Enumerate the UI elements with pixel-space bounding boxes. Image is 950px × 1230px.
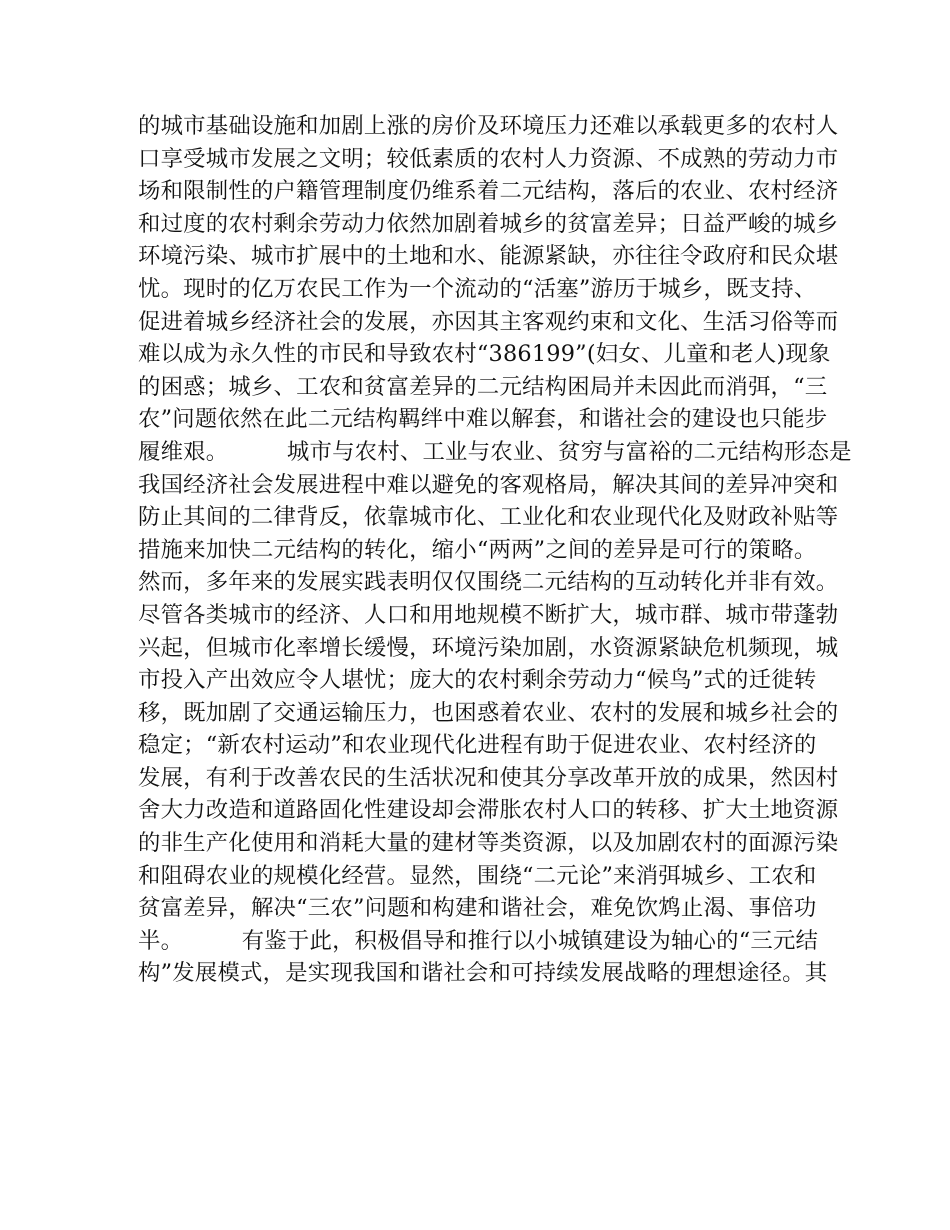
text-line: 场和限制性的户籍管理制度仍维系着二元结构，落后的农业、农村经济 (138, 178, 839, 205)
text-line: 忧。现时的亿万农民工作为一个流动的“活塞”游历于城乡，既支持、 (138, 275, 817, 302)
text-line: 发展，有利于改善农民的生活状况和使其分享改革开放的成果，然因村 (138, 764, 839, 791)
text-line: 移，既加剧了交通运输压力，也困惑着农业、农村的发展和城乡社会的 (138, 699, 839, 726)
text-line: 构”发展模式，是实现我国和谐社会和可持续发展战略的理想途径。其 (138, 960, 828, 987)
text-line: 防止其间的二律背反，依靠城市化、工业化和农业现代化及财政补贴等 (138, 504, 839, 531)
text-line: 环境污染、城市扩展中的土地和水、能源紧缺，亦往往令政府和民众堪 (138, 243, 839, 270)
text-line: 市投入产出效应令人堪忧；庞大的农村剩余劳动力“候鸟”式的迁徙转 (138, 667, 817, 694)
text-line: 贫富差异，解决“三农”问题和构建和谐社会，难免饮鸩止渴、事倍功 (138, 895, 817, 922)
text-line: 和阻碍农业的规模化经营。显然，围绕“二元论”来消弭城乡、工农和 (138, 862, 817, 889)
text-line: 稳定；“新农村运动”和农业现代化进程有助于促进农业、农村经济的 (138, 732, 817, 759)
text-line: 然而，多年来的发展实践表明仅仅围绕二元结构的互动转化并非有效。 (138, 569, 839, 596)
text-line: 促进着城乡经济社会的发展，亦因其主客观约束和文化、生活习俗等而 (138, 308, 839, 335)
text-line: 的非生产化使用和消耗大量的建材等类资源，以及加剧农村的面源污染 (138, 830, 839, 857)
text-line: 难以成为永久性的市民和导致农村“386199”(妇女、儿童和老人)现象 (138, 341, 831, 368)
text-line: 尽管各类城市的经济、人口和用地规模不断扩大，城市群、城市带蓬勃 (138, 601, 839, 628)
body-text (138, 110, 852, 990)
text-line: 措施来加快二元结构的转化，缩小“两两”之间的差异是可行的策略。 (138, 536, 817, 563)
text-line: 农”问题依然在此二元结构羁绊中难以解套，和谐社会的建设也只能步 (138, 406, 828, 433)
text-line: 半。 有鉴于此，积极倡导和推行以小城镇建设为轴心的“三元结 (138, 927, 819, 954)
text-line: 和过度的农村剩余劳动力依然加剧着城乡的贫富差异；日益严峻的城乡 (138, 210, 839, 237)
text-line: 我国经济社会发展进程中难以避免的客观格局，解决其间的差异冲突和 (138, 471, 839, 498)
text-line: 口享受城市发展之文明；较低素质的农村人力资源、不成熟的劳动力市 (138, 145, 839, 172)
text-line: 的困惑；城乡、工农和贫富差异的二元结构困局并未因此而消弭，“三 (138, 373, 828, 400)
text-line: 兴起，但城市化率增长缓慢，环境污染加剧，水资源紧缺危机频现，城 (138, 634, 839, 661)
text-line: 舍大力改造和道路固化性建设却会滞胀农村人口的转移、扩大土地资源 (138, 797, 839, 824)
text-line: 的城市基础设施和加剧上涨的房价及环境压力还难以承载更多的农村人 (138, 113, 839, 139)
text-line: 履维艰。 城市与农村、工业与农业、贫穷与富裕的二元结构形态是 (138, 438, 852, 465)
